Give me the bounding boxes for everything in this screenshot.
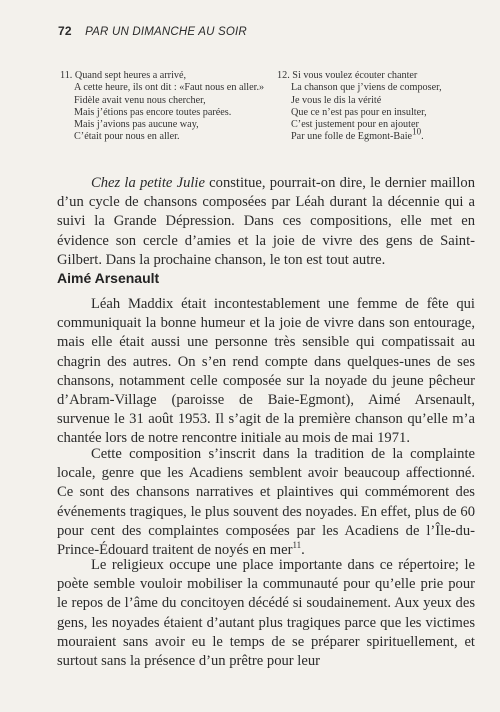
- verse-line: [60, 107, 265, 119]
- verse-12: [277, 70, 477, 144]
- paragraph-text: Léah Maddix était incontestablement une femme de fête qui communiquait la bonne humeur et la joie de vivre dans son entourage, mais elle était aussi une personne très sensible qui compatissait au chagrin des autres. On s’en rend compte dans quelques-unes de ses chansons, notamment celle composée sur la noyade du jeune pêcheur d’Abram-Village (paroisse de Baie-Egmont), Aimé Arsenault, survenue le 31 août 1953. Il s’agit de la première chanson qu’elle m’a chantée lors de notre rencontre initiale au mois de mai 1971.: [57, 296, 475, 447]
- verse-text: C’est justement pour en ajouter: [291, 119, 419, 131]
- song-title-reference: Chez la petite Julie: [91, 175, 205, 191]
- verse-line: [277, 70, 477, 82]
- paragraph-religieux: [57, 556, 475, 671]
- verse-text: 12. Si vous voulez écouter chanter: [277, 70, 418, 81]
- verse-line: [60, 82, 265, 94]
- sentence-end: .: [301, 542, 305, 559]
- verse-line: [277, 82, 477, 94]
- paragraph-text: Cette composition s’inscrit dans la tradition de la complainte locale, genre que les Acadiens semblent avoir beaucoup affectionné. Ce sont des chansons narratives et plaintives qui commémorent des événements tragiques, le plus souvent des noyades. En effet, plus de 60 pour cent des complaintes composées par les Acadiens de l’Île-du-Prince-Édouard traitent de noyés en mer: [57, 446, 475, 559]
- verse-line: [60, 131, 265, 143]
- verse-line: [277, 127, 477, 143]
- verse-text: Mais j’avions pas aucune way,: [74, 119, 199, 131]
- verse-text: C’était pour nous en aller.: [74, 131, 180, 143]
- running-title: PAR UN DIMANCHE AU SOIR: [85, 26, 247, 38]
- footnote-ref-11[interactable]: 11: [292, 540, 302, 551]
- verse-text: 11. Quand sept heures a arrivé,: [60, 70, 187, 81]
- verse-text: Que ce n’est pas pour en insulter,: [291, 106, 427, 118]
- footnote-ref-10[interactable]: 10: [412, 127, 422, 138]
- paragraph-arsenault-1: [57, 295, 475, 449]
- verse-line: [277, 95, 477, 107]
- verse-11: [60, 70, 265, 144]
- paragraph-text: constitue, pourrait-on dire, le dernier maillon d’un cycle de chansons composées par Léah durant la décennie qui a suivi la Grande Dépression. Dans ces compositions, elle met en évidence son cercle d’amies et la joie de vivre des gens de Saint-Gilbert. Dans la prochaine chanson, le ton est tout autre.: [57, 175, 475, 268]
- page-number: 72: [58, 24, 72, 38]
- section-heading: Aimé Arsenault: [57, 270, 160, 286]
- running-header: [58, 24, 247, 38]
- verse-line: [277, 107, 477, 119]
- paragraph-intro: [57, 174, 475, 270]
- verse-text: Mais j’étions pas encore toutes parées.: [74, 106, 232, 118]
- verse-end: .: [421, 131, 424, 143]
- paragraph-text: Le religieux occupe une place importante dans ce répertoire; le poète semble vouloir mobiliser la communauté pour qu’elle prie pour le repos de l’âme du concitoyen décédé si soudainement. Aux yeux des gens, les noyades étaient d’autant plus tragiques parce que les victimes mouraient sans avoir eu le temps de se préparer spirituellement, et surtout sans la présence d’un prêtre pour leur: [57, 557, 475, 670]
- verse-text: La chanson que j’viens de composer,: [291, 82, 442, 94]
- verse-text: Par une folle de Egmont-Baie: [291, 131, 413, 143]
- paragraph-complainte: [57, 445, 475, 560]
- verse-text: A cette heure, ils ont dit : «Faut nous en aller.»: [74, 82, 265, 94]
- verse-text: Fidèle avait venu nous chercher,: [74, 94, 206, 106]
- verse-line: [60, 70, 265, 82]
- verse-text: Je vous le dis la vérité: [291, 94, 382, 106]
- verse-line: [60, 119, 265, 131]
- verse-line: [277, 119, 477, 131]
- verse-line: [60, 95, 265, 107]
